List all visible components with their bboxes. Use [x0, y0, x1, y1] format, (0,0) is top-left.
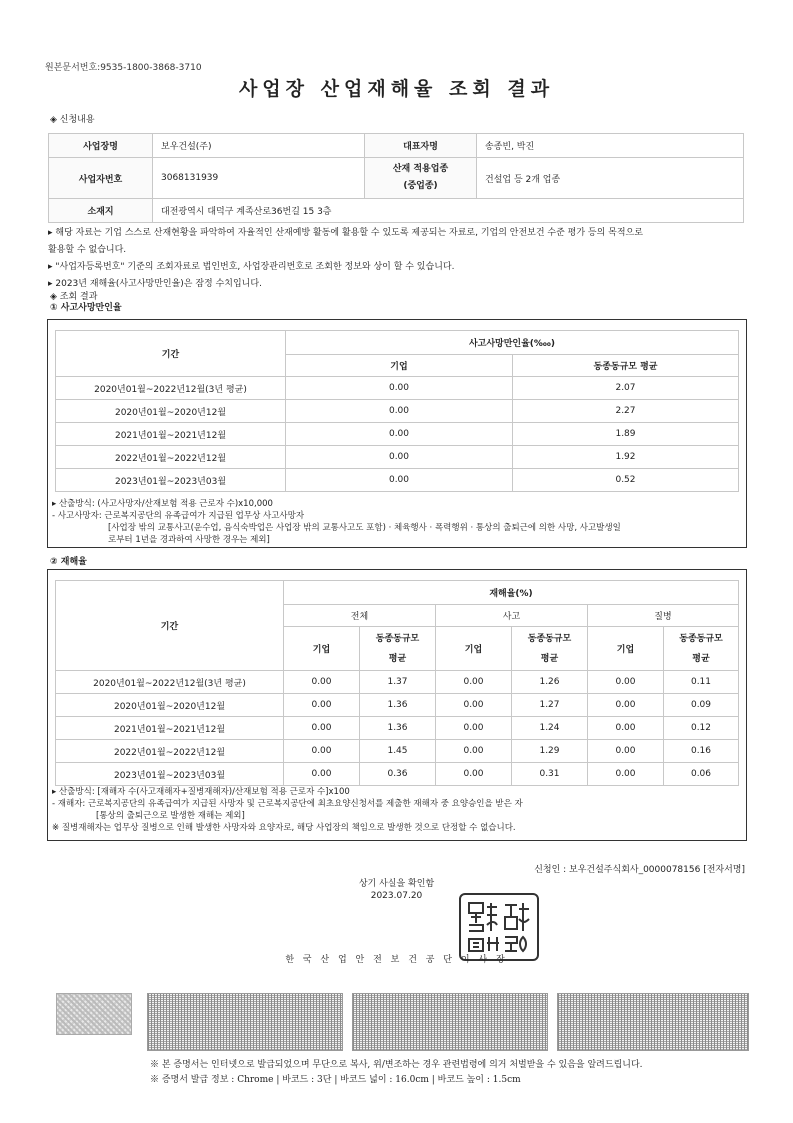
t2-r1-aa: 1.27 — [512, 694, 588, 717]
t1-r2-avg: 1.89 — [513, 423, 739, 446]
bizno-label: 사업자번호 — [49, 158, 153, 199]
t2-col-avg-2-line1: 동종동규모 — [527, 633, 572, 644]
t2-r2-dc: 0.00 — [588, 717, 664, 740]
confirmation-block — [0, 878, 793, 902]
t1-r4-company: 0.00 — [286, 469, 513, 492]
table-row — [56, 400, 739, 423]
qr-code-icon — [56, 993, 132, 1035]
industry-value: 건설업 등 2개 업종 — [477, 158, 744, 199]
official-seal — [459, 893, 539, 961]
t2-r0-period: 2020년01월~2022년12월(3년 평균) — [56, 671, 284, 694]
industry-label — [365, 158, 477, 199]
t2-r3-ac: 0.00 — [436, 740, 512, 763]
barcode-2 — [352, 993, 548, 1051]
t1-col-avg: 동종동규모 평균 — [513, 355, 739, 377]
notes-block — [48, 225, 748, 293]
table-row — [56, 671, 739, 694]
t2-r0-dc: 0.00 — [588, 671, 664, 694]
t2-r0-tc: 0.00 — [284, 671, 360, 694]
t1-period-header: 기간 — [56, 331, 286, 377]
table-row — [56, 717, 739, 740]
note-1a: ▸ 해당 자료는 기업 스스로 산재현황을 파악하여 자율적인 산재예방 활동에 활용할 수 있도록 제공되는 자료로, 기업의 안전보건 수준 평가 등의 목적으로 — [48, 228, 643, 238]
table-row — [56, 763, 739, 786]
t2-r3-dc: 0.00 — [588, 740, 664, 763]
injury-rate-box — [47, 569, 747, 841]
t2-def-2: [통상의 출퇴근으로 발생한 재해는 제외] — [96, 811, 245, 821]
t1-col-company: 기업 — [286, 355, 513, 377]
t2-r0-aa: 1.26 — [512, 671, 588, 694]
company-value: 보우건설(주) — [153, 134, 365, 158]
t2-r1-dc: 0.00 — [588, 694, 664, 717]
applicant-line: 신청인 : 보우건설주식회사_0000078156 [전자서명] — [534, 865, 745, 875]
t2-def-1: - 재해자: 근로복지공단의 유족급여가 지급된 사망자 및 근로복지공단에 최초요양신청서를 제출한 재해자 중 요양승인을 받은 자 — [52, 799, 523, 809]
t2-calc: ▸ 산출방식: [재해자 수(사고재해자+질병재해자)/산재보험 적용 근로자 수]x100 — [52, 787, 350, 797]
t2-r3-ta: 1.45 — [360, 740, 436, 763]
t1-excl-1: [사업장 밖의 교통사고(운수업, 음식숙박업은 사업장 밖의 교통사고도 포함) · 체육행사 · 폭력행위 · 통상의 출퇴근에 의한 사망, 사고발생일 — [108, 523, 621, 533]
table-row — [56, 469, 739, 492]
address-value: 대전광역시 대덕구 계족산로36번길 15 3층 — [153, 199, 744, 223]
table2-label: ② 재해율 — [50, 557, 87, 567]
issuer-name: 한 국 산 업 안 전 보 건 공 단 이 사 장 — [285, 955, 508, 965]
t2-r2-period: 2021년01월~2021년12월 — [56, 717, 284, 740]
t2-r1-ta: 1.36 — [360, 694, 436, 717]
barcode-1 — [147, 993, 343, 1051]
seal-glyphs-icon — [461, 895, 537, 959]
t1-r2-period: 2021년01월~2021년12월 — [56, 423, 286, 446]
t2-r2-ta: 1.36 — [360, 717, 436, 740]
t2-col-avg-1-line1: 동종동규모 — [375, 633, 420, 644]
results-section-label — [50, 292, 122, 314]
t2-r1-da: 0.09 — [664, 694, 739, 717]
t1-def: - 사고사망자: 근로복지공단의 유족급여가 지급된 업무상 사고사망자 — [52, 511, 305, 521]
issue-date: 2023.07.20 — [370, 891, 423, 901]
t1-excl-2: 로부터 1년을 경과하여 사망한 경우는 제외] — [108, 535, 270, 545]
injury-rate-table — [55, 580, 739, 786]
page-title: 사업장 산업재해율 조회 결과 — [238, 78, 555, 100]
rep-label: 대표자명 — [365, 134, 477, 158]
t2-col-avg-2 — [512, 627, 588, 671]
t2-group-header: 재해율(%) — [284, 581, 739, 605]
t1-r0-period: 2020년01월~2022년12월(3년 평균) — [56, 377, 286, 400]
t2-r4-ac: 0.00 — [436, 763, 512, 786]
industry-label-line2: (중업종) — [403, 181, 438, 191]
t2-r4-ta: 0.36 — [360, 763, 436, 786]
confirm-text: 상기 사실을 확인함 — [358, 879, 435, 889]
t2-col-avg-3-line1: 동종동규모 — [679, 633, 723, 644]
t2-sub-accident: 사고 — [436, 605, 588, 627]
note-2: ▸ "사업자등록번호" 기준의 조회자료로 법인번호, 사업장관리번호로 조회한 정보와 상이 할 수 있습니다. — [48, 262, 455, 272]
t2-col-company-2: 기업 — [436, 627, 512, 671]
t2-note: ※ 질병재해자는 업무상 질병으로 인해 발생한 사망자와 요양자로, 해당 사업장의 책임으로 발생한 것으로 단정할 수 없습니다. — [52, 823, 516, 833]
t1-r1-avg: 2.27 — [513, 400, 739, 423]
t2-r0-ta: 1.37 — [360, 671, 436, 694]
t2-r1-period: 2020년01월~2020년12월 — [56, 694, 284, 717]
t2-r0-da: 0.11 — [664, 671, 739, 694]
footer-note-1: ※ 본 증명서는 인터넷으로 발급되었으며 무단으로 복사, 위/변조하는 경우 관련법령에 의거 처벌받을 수 있음을 알려드립니다. — [150, 1060, 643, 1070]
bizno-value: 3068131939 — [153, 158, 365, 199]
footer-note-2: ※ 증명서 발급 정보 : Chrome | 바코드 : 3단 | 바코드 넓이 : 16.0cm | 바코드 높이 : 1.5cm — [150, 1075, 521, 1085]
t2-col-avg-3-line2: 평균 — [692, 653, 710, 664]
note-1b: 활용할 수 없습니다. — [48, 245, 127, 255]
t2-r1-tc: 0.00 — [284, 694, 360, 717]
t2-col-company-1: 기업 — [284, 627, 360, 671]
t2-period-header: 기간 — [56, 581, 284, 671]
document-number: 원본문서번호:9535-1800-3868-3710 — [45, 63, 202, 73]
t2-r4-tc: 0.00 — [284, 763, 360, 786]
industry-label-line1: 산재 적용업종 — [392, 164, 449, 174]
t1-r1-period: 2020년01월~2020년12월 — [56, 400, 286, 423]
t2-r4-da: 0.06 — [664, 763, 739, 786]
table-row — [56, 740, 739, 763]
t2-r2-da: 0.12 — [664, 717, 739, 740]
t2-r2-tc: 0.00 — [284, 717, 360, 740]
t1-r3-period: 2022년01월~2022년12월 — [56, 446, 286, 469]
address-label: 소재지 — [49, 199, 153, 223]
t2-col-avg-1-line2: 평균 — [388, 653, 407, 664]
t2-col-avg-1 — [360, 627, 436, 671]
t1-group-header: 사고사망만인율(‱) — [286, 331, 739, 355]
table1-label: ① 사고사망만인율 — [50, 303, 122, 313]
t2-r4-dc: 0.00 — [588, 763, 664, 786]
barcode-3 — [557, 993, 749, 1051]
t2-sub-total: 전체 — [284, 605, 436, 627]
t2-r4-aa: 0.31 — [512, 763, 588, 786]
t1-r0-avg: 2.07 — [513, 377, 739, 400]
t1-r4-period: 2023년01월~2023년03월 — [56, 469, 286, 492]
t2-col-company-3: 기업 — [588, 627, 664, 671]
t1-explanation — [52, 498, 742, 546]
t1-r3-avg: 1.92 — [513, 446, 739, 469]
t2-r2-aa: 1.24 — [512, 717, 588, 740]
note-3: ▸ 2023년 재해율(사고사망만인율)은 잠정 수치입니다. — [48, 279, 262, 289]
t2-r3-period: 2022년01월~2022년12월 — [56, 740, 284, 763]
table-row — [56, 446, 739, 469]
fatality-rate-table — [55, 330, 739, 492]
t1-r4-avg: 0.52 — [513, 469, 739, 492]
t2-col-avg-3 — [664, 627, 739, 671]
t2-r2-ac: 0.00 — [436, 717, 512, 740]
table-row — [56, 377, 739, 400]
t1-r1-company: 0.00 — [286, 400, 513, 423]
t2-r1-ac: 0.00 — [436, 694, 512, 717]
t2-explanation — [52, 786, 742, 834]
request-info-table — [48, 133, 744, 223]
t1-r3-company: 0.00 — [286, 446, 513, 469]
request-section-label: ◈ 신청내용 — [50, 115, 95, 125]
company-label: 사업장명 — [49, 134, 153, 158]
rep-value: 송종빈, 박진 — [477, 134, 744, 158]
t2-r0-ac: 0.00 — [436, 671, 512, 694]
table-row — [56, 694, 739, 717]
t2-col-avg-2-line2: 평균 — [540, 653, 559, 664]
table-row — [56, 423, 739, 446]
t2-sub-disease: 질병 — [588, 605, 739, 627]
t1-calc: ▸ 산출방식: (사고사망자/산재보험 적용 근로자 수)x10,000 — [52, 499, 273, 509]
t2-r4-period: 2023년01월~2023년03월 — [56, 763, 284, 786]
t2-r3-aa: 1.29 — [512, 740, 588, 763]
results-label: ◈ 조회 결과 — [50, 292, 98, 302]
t2-r3-da: 0.16 — [664, 740, 739, 763]
t1-r0-company: 0.00 — [286, 377, 513, 400]
t1-r2-company: 0.00 — [286, 423, 513, 446]
fatality-rate-box — [47, 319, 747, 548]
t2-r3-tc: 0.00 — [284, 740, 360, 763]
